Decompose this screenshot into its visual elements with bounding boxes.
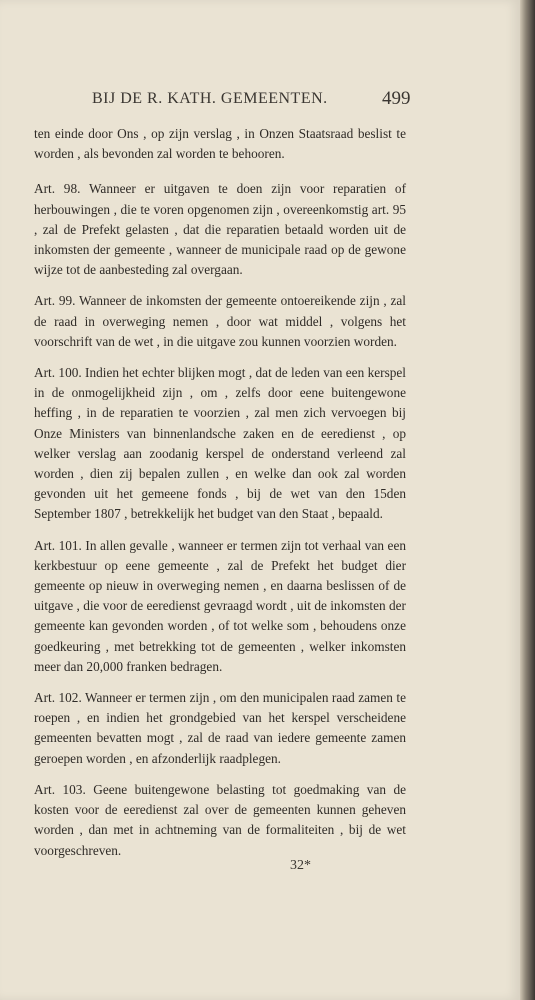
body-text [34, 124, 406, 872]
paragraph-art-103: Art. 103. Geene buitengewone belasting tot goedmaking van de kosten voor de eeredienst zal over de gemeenten kunnen geheven worden , dan met in achtneming van de formaliteiten , bij de wet voorgeschreven. [34, 781, 406, 858]
paragraph-art-101: Art. 101. In allen gevalle , wanneer er termen zijn tot verhaal van een kerkbestuur op eene gemeente , zal de Prefekt het budget dier gemeente op nieuw in overweging nemen , en daarna beslissen of de uitgave , die voor de eeredienst gevraagd wordt , uit de inkomsten der gemeente kan gevonden worden , of tot welke som , behoudens onze goedkeuring , met betrekking tot de gemeenten , welker inkomsten meer dan 20,000 franken bedragen. [34, 537, 406, 674]
running-head: BIJ DE R. KATH. GEMEENTEN. [92, 90, 328, 107]
paragraph-art-98: Art. 98. Wanneer er uitgaven te doen zijn voor reparatien of herbouwingen , die te voren opgenomen zijn , overeenkomstig art. 95 , zal de Prefekt gelasten , dat die reparatien betaald worden uit de inkomsten der gemeente , wanneer de municipale raad op de gewone wijze tot de aanbesteding zal overgaan. [34, 181, 406, 278]
page-edge [520, 0, 535, 1000]
signature-mark: 32* [290, 858, 311, 873]
page-number: 499 [382, 88, 411, 109]
paragraph-continuation: ten einde door Ons , op zijn verslag , in Onzen Staatsraad beslist te worden , als bevonden zal worden te behooren. [34, 126, 406, 162]
paragraph-art-102: Art. 102. Wanneer er termen zijn , om den municipalen raad zamen te roepen , en indien het grondgebied van het kerspel verscheidene gemeenten bevatten mogt , zal de raad van iedere gemeente zamen geroepen worden , en afzonderlijk raadplegen. [34, 690, 406, 766]
paragraph-art-99: Art. 99. Wanneer de inkomsten der gemeente ontoereikende zijn , zal de raad in overweging nemen , door wat middel , volgens het voorschrift van de wet , in die uitgave zou kunnen voorzien worden. [34, 293, 406, 349]
paragraph-art-100: Art. 100. Indien het echter blijken mogt , dat de leden van een kerspel in de onmogelijkheid zijn , om , zelfs door eene buitengewone heffing , in de reparatien te voorzien , zal men zich vervoegen bij Onze Ministers van binnenlandsche zaken en de eeredienst , op welker verslag aan zoodanig kerspel de onderstand verleend zal worden , dien zij bepalen zullen , en welke dan ook zal worden gevonden uit het gemeene fonds , bij de wet van den 15den September 1807 , betrekkelijk het budget van den Staat , bepaald. [34, 365, 406, 522]
